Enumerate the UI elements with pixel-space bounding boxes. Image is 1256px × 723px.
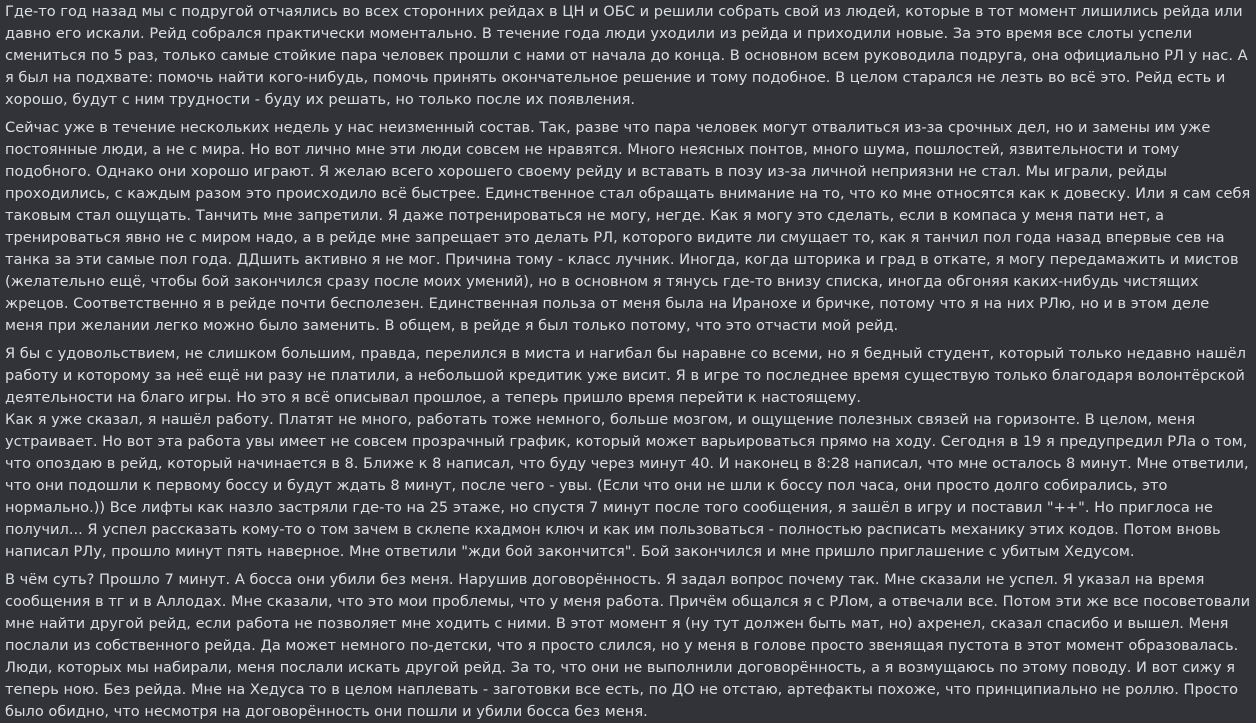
message-paragraph-1: Где-то год назад мы с подругой отчаялись во всех сторонних рейдах в ЦН и ОБС и решили собрать свой из людей, которые в тот момент лишились рейда или давно его искали. Рейд собрался практически моментально. В течение года люди уходили из рейда и приходили новые. За это время все слоты успели смениться по 5 раз, только самые стойкие пара человек прошли с нами от начала до конца. В основном всем руководила подруга, она официально РЛ у нас. А я был на подхвате: помочь найти кого-нибудь, помочь принять окончательное решение и тому подобное. В целом старался не лезть во всё это. Рейд есть и хорошо, будут с ним трудности - буду их решать, но только после их появления.	[5, 3, 1253, 108]
message-body	[5, 1, 1255, 723]
message-paragraph-2: Сейчас уже в течение нескольких недель у нас неизменный состав. Так, разве что пара человек могут отвалиться из-за срочных дел, но и замены им уже постоянные люди, а не с мира. Но вот лично мне эти люди совсем не нравятся. Много неясных понтов, много шума, пошлостей, язвительности и тому подобного. Однако они хорошо играют. Я желаю всего хорошего своему рейду и вставать в позу из-за личной неприязни не стал. Мы играли, рейды проходились, с каждым разом это происходило всё быстрее. Единственное стал обращать внимание на то, что ко мне относятся как к довеску. Или я сам себя таковым стал ощущать. Танчить мне запретили. Я даже потренироваться не могу, негде. Как я могу это сделать, если в компаса у меня пати нет, а тренироваться явно не с миром надо, а в рейде мне запрещает это делать РЛ, которого видите ли смущает то, как я танчил пол года назад впервые сев на танка за эти самые пол года. ДДшить активно я не мог. Причина тому - класс лучник. Иногда, когда шторика и град в откате, я могу передамажить и мистов (желательно ещё, чтобы бой закончился сразу после моих умений), но в основном я тянусь где-то внизу списка, иногда обгоняя каких-нибудь чистящих жрецов. Соответственно я в рейде почти бесполезен. Единственная польза от меня была на Иранохе и бричке, потому что я на них РЛю, но и в этом деле меня при желании легко можно было заменить. В общем, в рейде я был только потому, что это отчасти мой рейд.	[5, 119, 1255, 334]
message-paragraph-3: Я бы с удовольствием, не слишком большим, правда, перелился в миста и нагибал бы наравне со всеми, но я бедный студент, который только недавно нашёл работу и которому за неё ещё ни разу не платили, а небольшой кредитик уже висит. Я в игре то последнее время существую только благодаря волонтёрской деятельности на благо игры. Но это я всё описывал прошлое, а теперь пришло время перейти к настоящему. Как я уже сказал, я нашёл работу. Платят не много, работать тоже немного, больше мозгом, и ощущение полезных связей на горизонте. В целом, меня устраивает. Но вот эта работа увы имеет не совсем прозрачный график, который может варьироваться прямо на ходу. Сегодня в 19 я предупредил РЛа о том, что опоздаю в рейд, который начинается в 8. Ближе к 8 написал, что буду через минут 40. И наконец в 8:28 написал, что мне осталось 8 минут. Мне ответили, что они подошли к первому боссу и будут ждать 8 минут, после чего - увы. (Если что они не шли к боссу пол часа, они просто долго собирались, это нормально.)) Все лифты как назло застряли где-то на 25 этаже, но спустя 7 минут после того сообщения, я зашёл в игру и поставил "++". Но приглоса не получил... Я успел рассказать кому-то о том зачем в склепе кхадмон ключ и как им пользоваться - полностью расписать механику этих кодов. Потом вновь написал РЛу, прошло минут пять наверное. Мне ответили "жди бой закончится". Бой закончился и мне пришло приглашение с убитым Хедусом.	[5, 345, 1249, 560]
message-paragraph-4: В чём суть? Прошло 7 минут. А босса они убили без меня. Нарушив договорённость. Я задал вопрос почему так. Мне сказали не успел. Я указал на время сообщения в тг и в Аллодах. Мне сказали, что это мои проблемы, что у меня работа. Причём общался я с РЛом, а отвечали все. Потом эти же все посоветовали мне найти другой рейд, если работа не позволяет мне ходить с ними. В этот момент я (ну тут должен быть мат, но) ахренел, сказал спасибо и вышел. Меня послали из собственного рейда. Да может немного по-детски, что я просто слился, но у меня в голове просто звенящая пустота в этот момент образовалась. Люди, которых мы набирали, меня послали искать другой рейд. За то, что они не выполнили договорённость, а я возмущаюсь по этому поводу. И вот сижу я теперь ною. Без рейда. Мне на Хедуса то в целом наплевать - заготовки все есть, по ДО не отстаю, артефакты похоже, что принципиально не роллю. Просто было обидно, что несмотря на договорённость они пошли и убили босса без меня.	[5, 571, 1255, 720]
